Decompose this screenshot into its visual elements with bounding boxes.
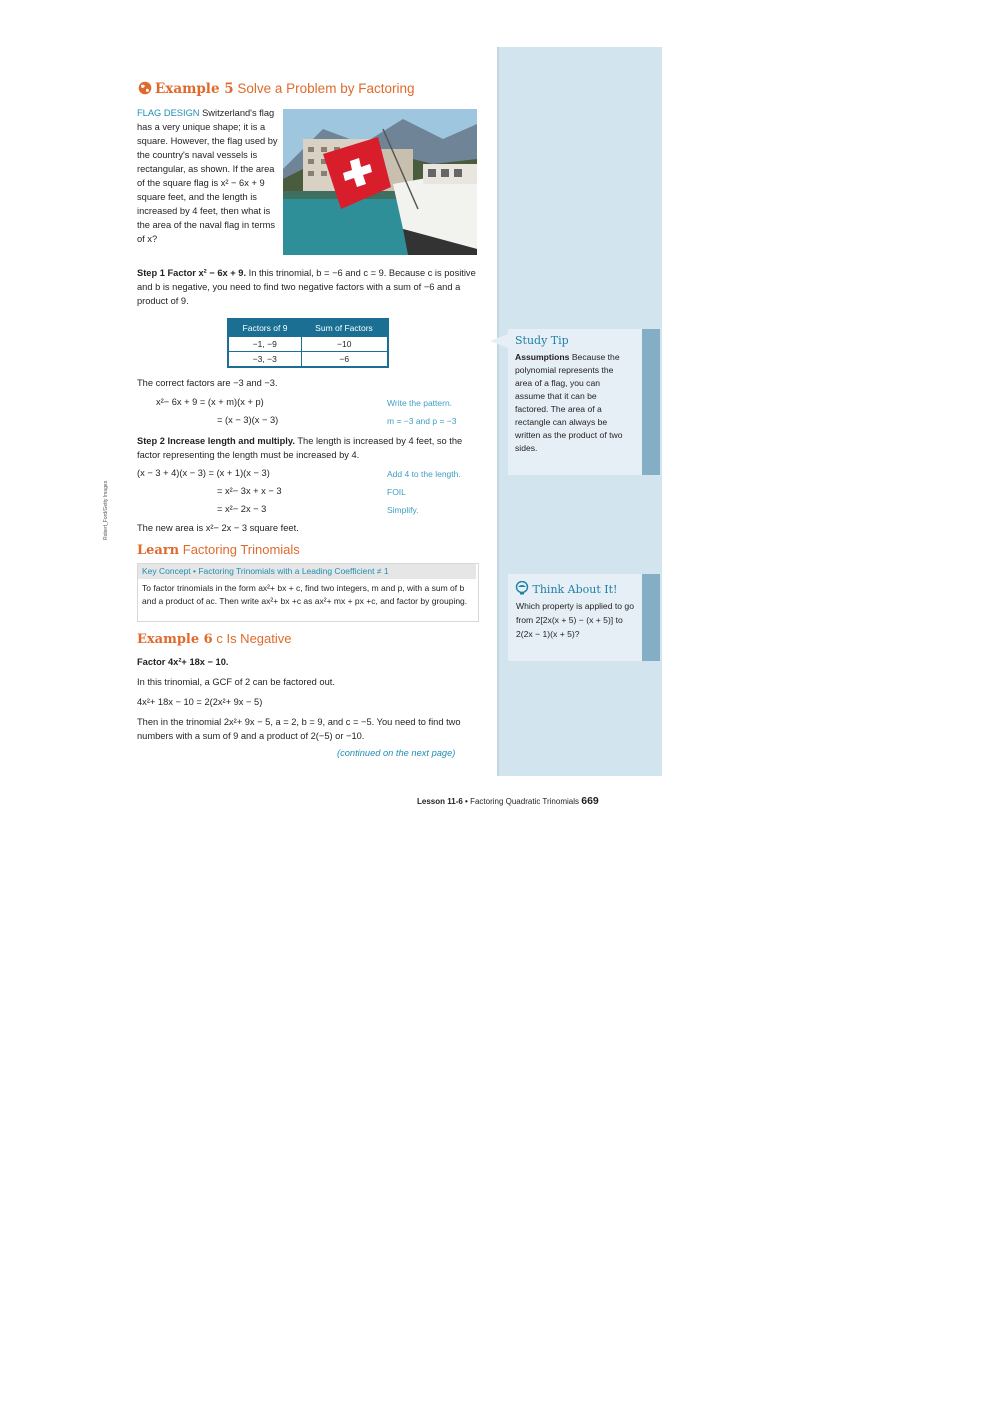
page-footer [417,795,599,807]
step1-paragraph [137,266,487,308]
key-concept-title: Key Concept • Factoring Trinomials with a Leading Coefficient ≠ 1 [138,564,476,579]
equation-simplify: = x²− 2x − 3 [217,504,267,514]
note-m-p: m = −3 and p = −3 [387,416,457,426]
factors-table [227,318,389,368]
footer-topic: Factoring Quadratic Trinomials [470,797,579,806]
note-foil: FOIL [387,487,406,497]
example6-line2: 4x²+ 18x − 10 = 2(2x²+ 9x − 5) [137,697,263,707]
note-pattern: Write the pattern. [387,398,453,408]
learn-heading [137,542,300,558]
example5-title-bold: Example 5 [155,81,234,97]
table-cell: −1, −9 [228,337,301,352]
step1-text: In this trinomial, b = −6 and c = 9. Because c is positive and b is negative, you need to find two negative factors with a sum of −6 and a product of 9. [137,268,476,306]
flag-design-label: FLAG DESIGN [137,108,200,118]
study-tip-body: Because the polynomial represents the area of a flag, you can assume that it can be factored. The area of a rectangle can always be written as the product of two sides. [515,352,623,453]
table-cell: −10 [301,337,388,352]
equation-pattern: x²− 6x + 9 = (x + m)(x + p) [156,397,264,407]
think-about-it-text: Which property is applied to go from 2[2x(x + 5) − (x + 5)] to 2(2x − 1)(x + 5)? [516,601,634,639]
note-add-length: Add 4 to the length. [387,469,461,479]
step2-paragraph [137,434,477,462]
learn-title-bold: Learn [137,543,180,558]
new-area-text: The new area is x²− 2x − 3 square feet. [137,523,299,533]
example5-intro [137,106,282,246]
study-tip-text [515,351,627,455]
study-tip-bar [642,329,660,475]
swiss-flag-photo [283,109,477,255]
example5-title: Solve a Problem by Factoring [237,81,415,96]
footer-lesson: Lesson 11-6 • [417,797,468,806]
example6-title-bold: Example 6 [137,632,213,647]
lightbulb-head-icon [515,581,529,595]
step2-label: Step 2 Increase length and multiply. [137,436,295,446]
example6-heading [137,631,292,647]
table-header-factors: Factors of 9 [228,319,301,337]
key-concept-text: To factor trinomials in the form ax²+ bx + c, find two integers, m and p, with a sum of b and a product of ac. Then write ax²+ bx +c as ax²+ mx + px +c, and factor by grouping. [142,583,468,606]
example6-line3: Then in the trinomial 2x²+ 9x − 5, a = 2, b = 9, and c = −5. You need to find two numbers with a sum of 9 and a product of 2(−5) or −10. [137,717,461,741]
step2-text: The length is increased by 4 feet, so the factor representing the length must be increased by 4. [137,436,463,460]
photo-credit: Robert_Ford/Getty Images [103,480,109,540]
continued-link[interactable]: (continued on the next page) [337,748,456,758]
step1-label: Step 1 Factor x² − 6x + 9. [137,268,247,278]
study-tip-pointer [490,334,508,348]
page-number: 669 [581,795,599,807]
example6-prompt: Factor 4x²+ 18x − 10. [137,657,229,667]
think-about-it-title: Think About It! [532,583,618,596]
table-row [228,337,388,352]
equation-add-length: (x − 3 + 4)(x − 3) = (x + 1)(x − 3) [137,468,270,478]
table-cell: −6 [301,352,388,368]
correct-factors-text: The correct factors are −3 and −3. [137,378,278,388]
example5-heading [138,81,414,97]
equation-foil: = x²− 3x + x − 3 [217,486,282,496]
table-header-sum: Sum of Factors [301,319,388,337]
learn-title: Factoring Trinomials [182,542,300,557]
table-cell: −3, −3 [228,352,301,368]
study-tip-label: Assumptions [515,352,570,362]
think-about-it-heading [515,581,617,596]
table-row [228,352,388,368]
example6-title: c Is Negative [216,631,292,646]
example6-line1: In this trinomial, a GCF of 2 can be factored out. [137,677,335,687]
equation-factored: = (x − 3)(x − 3) [217,415,279,425]
intro-text: Switzerland's flag has a very unique shape; it is a square. However, the flag used by the country's naval vessels is rectangular, as shown. If the area of the square flag is x² − 6x + 9 square feet, and the length is increased by 4 feet, then what is the area of the naval flag in terms of x? [137,108,278,244]
think-about-it-bar [642,574,660,661]
study-tip-title: Study Tip [515,334,569,347]
globe-icon [138,81,152,95]
note-simplify: Simplify. [387,505,419,515]
